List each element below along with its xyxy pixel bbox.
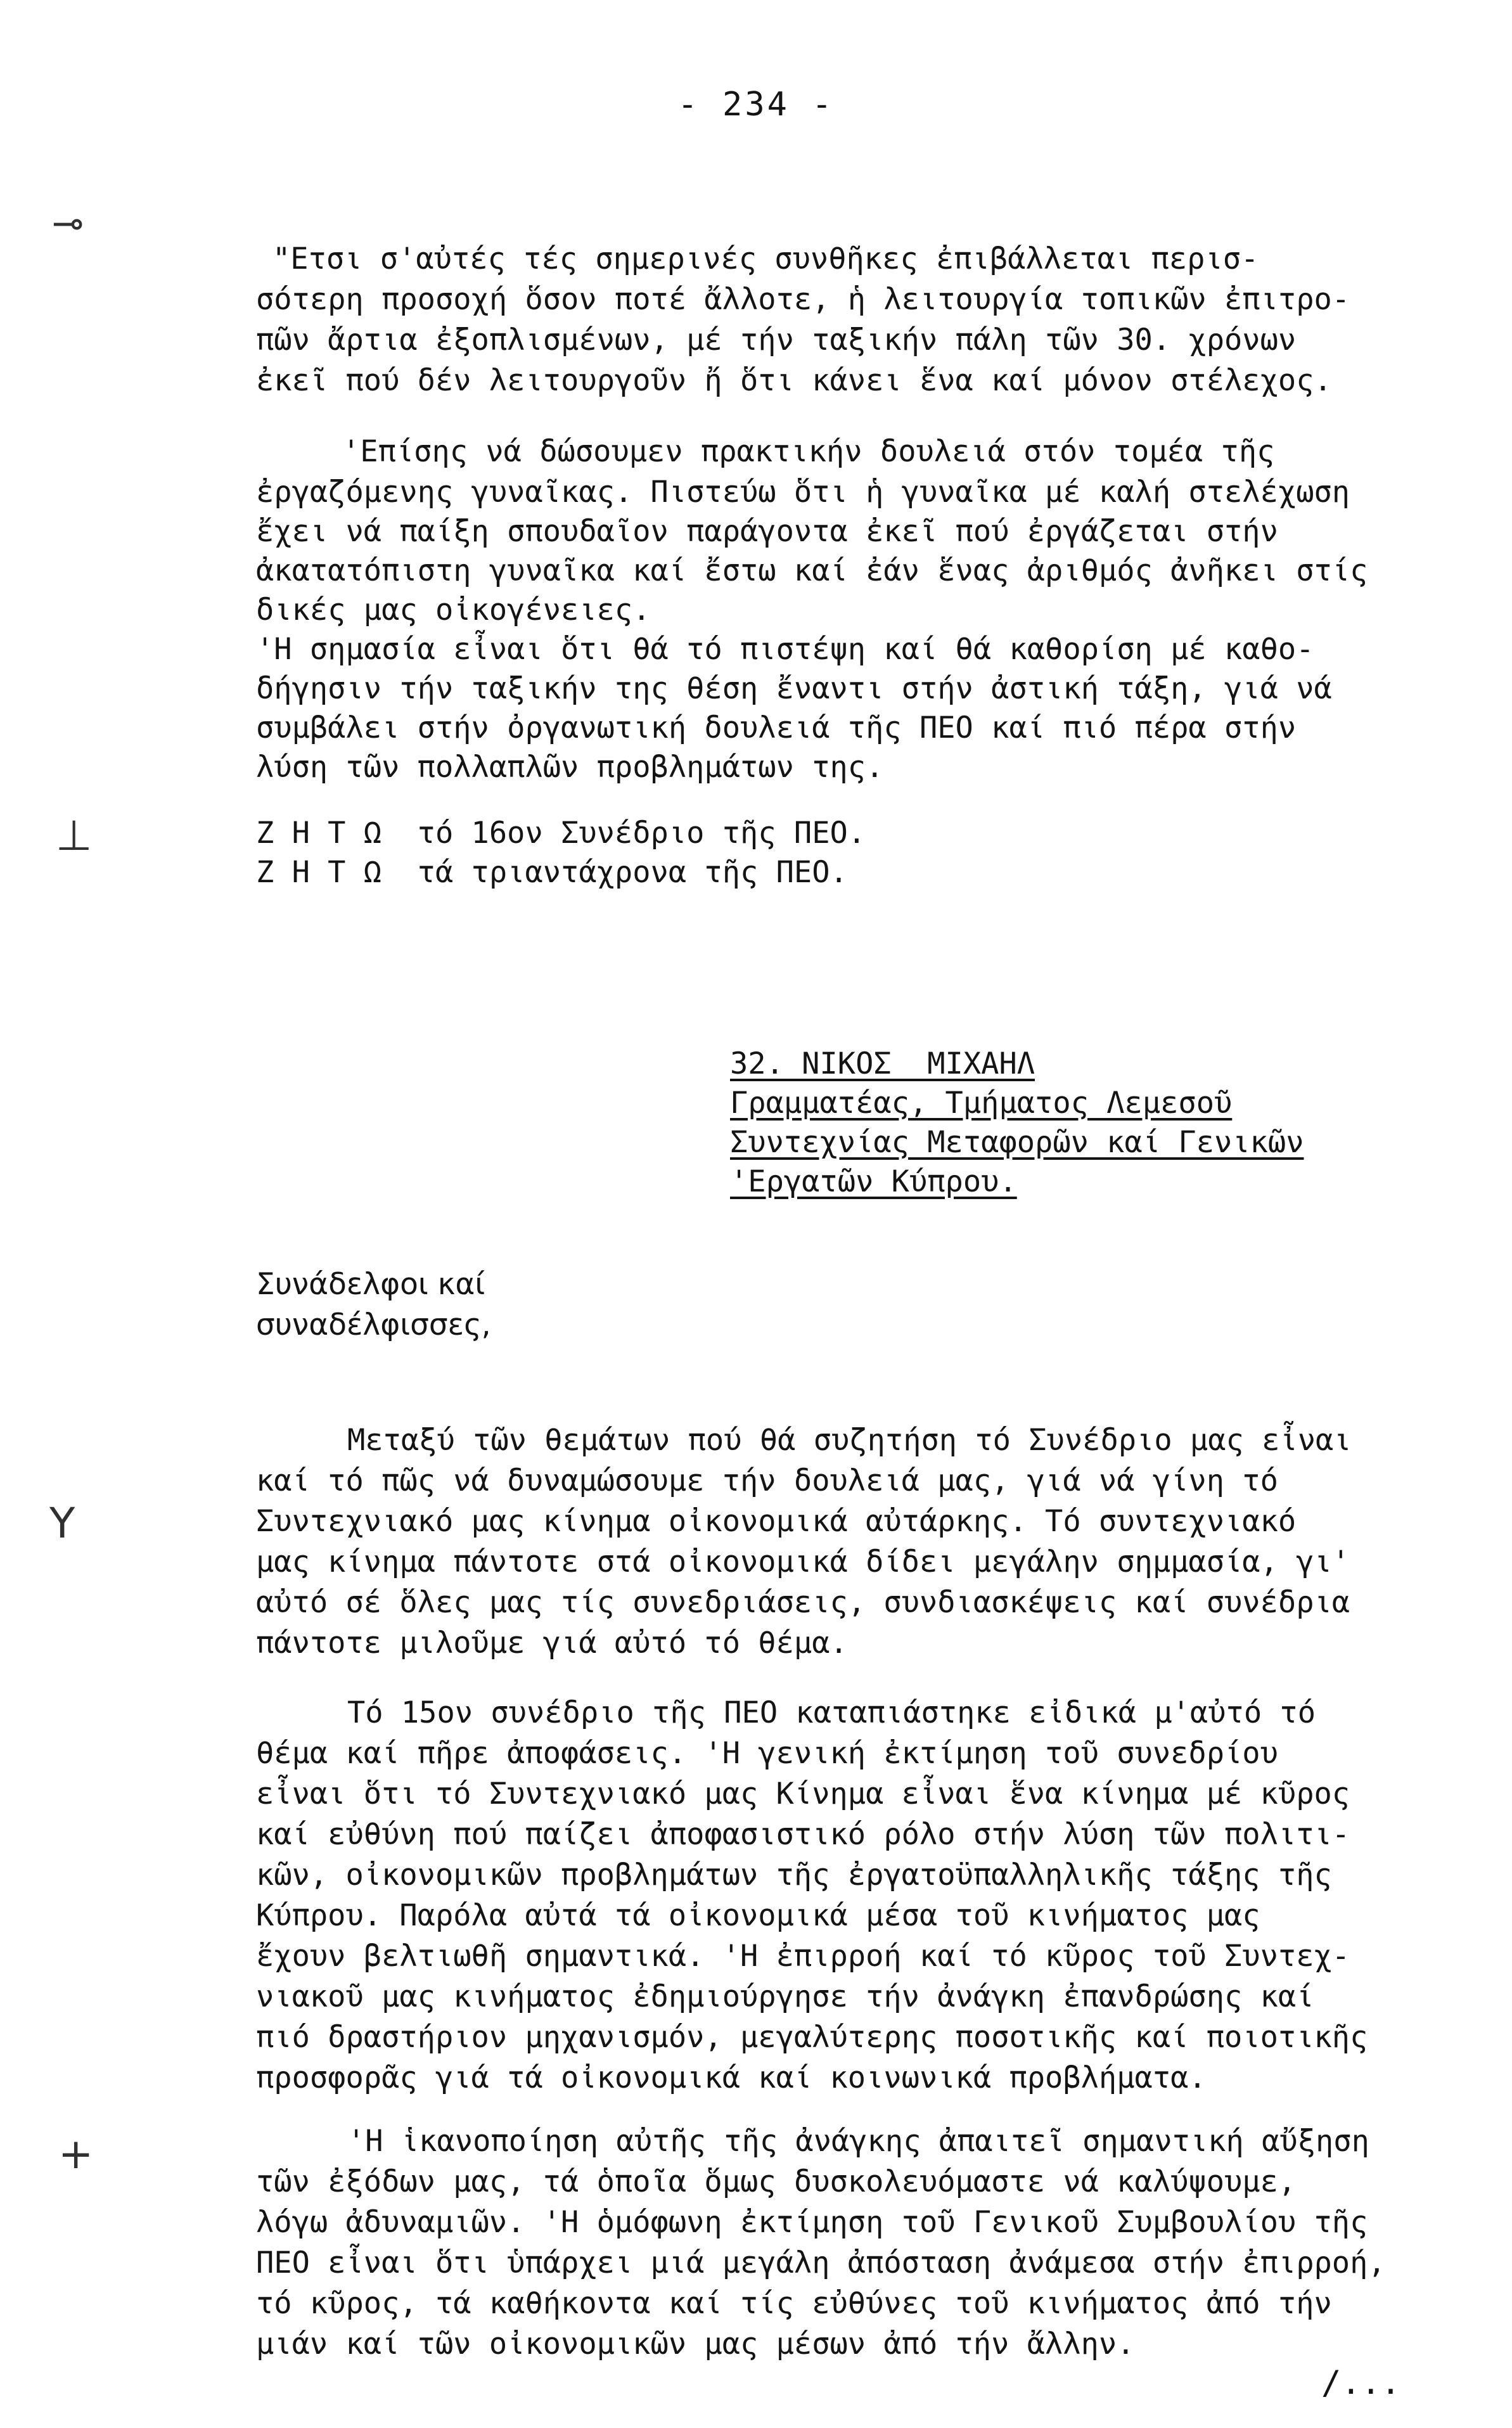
text-line: Κύπρου. Παρόλα αὐτά τά οἰκονομικά μέσα τοῦ κινήματος μας (256, 1898, 1260, 1933)
text-line: ΠΕΟ εἶναι ὅτι ὑπάρχει μιά μεγάλη ἀπόσταση ἀνάμεσα στήν ἐπιρροή, (256, 2245, 1386, 2280)
text-line: ἐκεῖ πού δέν λειτουργοῦν ἤ ὅτι κάνει ἕνα καί μόνον στέλεχος. (256, 363, 1332, 398)
text-line: 'Η ἱκανοποίηση αὐτῆς τῆς ἀνάγκης ἀπαιτεῖ σημαντική αὔξηση (347, 2124, 1369, 2159)
text-line: δήγησιν τήν ταξικήν της θέση ἔναντι στήν ἀστική τάξη, γιά νά (256, 671, 1332, 706)
text-line: Μεταξύ τῶν θεμάτων πού θά συζητήση τό Συνέδριο μας εἶναι (347, 1423, 1352, 1458)
text-line: εἶναι ὅτι τό Συντεχνιακό μας Κίνημα εἶναι ἕνα κίνημα μέ κῦρος (256, 1776, 1350, 1811)
slogan-line: Ζ Η Τ Ω τό 16ον Συνέδριο τῆς ΠΕΟ. (256, 816, 866, 851)
text-line: πάντοτε μιλοῦμε γιά αὐτό τό θέμα. (256, 1626, 848, 1660)
text-line: 'Η σημασία εἶναι ὅτι θά τό πιστέψη καί θά καθορίση μέ καθο- (256, 632, 1314, 667)
text-line: πιό δραστήριον μηχανισμόν, μεγαλύτερης ποσοτικῆς καί ποιοτικῆς (256, 2020, 1368, 2055)
text-line: συμβάλει στήν ὀργανωτική δουλειά τῆς ΠΕΟ καί πιό πέρα στήν (256, 710, 1297, 745)
page-number: - 234 - (677, 86, 835, 124)
text-line: λόγω ἀδυναμιῶν. 'Η ὁμόφωνη ἐκτίμηση τοῦ Γενικοῦ Συμβουλίου τῆς (256, 2205, 1368, 2240)
text-line: κῶν, οἰκονομικῶν προβλημάτων τῆς ἐργατοϋπαλληλικῆς τάξης τῆς (256, 1858, 1332, 1892)
text-line: Συντεχνιακό μας κίνημα οἰκονομικά αὐτάρκης. Τό συντεχνιακό (256, 1504, 1297, 1539)
text-line: τῶν ἐξόδων μας, τά ὁποῖα ὅμως δυσκολευόμαστε νά καλύψουμε, (256, 2164, 1297, 2199)
text-line: ἔχουν βελτιωθῆ σημαντικά. 'Η ἐπιρροή καί τό κῦρος τοῦ Συντεχ- (256, 1939, 1350, 1974)
text-line: 'Επίσης νά δώσουμεν πρακτικήν δουλειά στόν τομέα τῆς (342, 434, 1275, 469)
continuation-mark: /... (1321, 2364, 1401, 2402)
speaker-union: 'Εργατῶν Κύπρου. (730, 1164, 1017, 1199)
text-line: θέμα καί πῆρε ἀποφάσεις. 'Η γενική ἐκτίμηση τοῦ συνεδρίου (256, 1736, 1278, 1771)
text-line: ἐργαζόμενης γυναῖκας. Πιστεύω ὅτι ἡ γυναῖκα μέ καλή στελέχωση (256, 475, 1350, 510)
text-line: ἔχει νά παίξη σπουδαῖον παράγοντα ἐκεῖ πού ἐργάζεται στήν (256, 514, 1278, 549)
text-line: ἀκατατόπιστη γυναῖκα καί ἔστω καί ἐάν ἕνας ἀριθμός ἀνῆκει στίς (256, 553, 1368, 588)
text-line: Τό 15ον συνέδριο τῆς ΠΕΟ καταπιάστηκε εἰδικά μ'αὐτό τό (347, 1695, 1316, 1730)
text-line: μιάν καί τῶν οἰκονομικῶν μας μέσων ἀπό τήν ἄλλην. (256, 2327, 1135, 2361)
text-line: πῶν ἄρτια ἐξοπλισμένων, μέ τήν ταξικήν πάλη τῶν 30. χρόνων (256, 323, 1297, 357)
text-line: καί τό πῶς νά δυναμώσουμε τήν δουλειά μας, γιά νά γίνη τό (256, 1463, 1278, 1498)
margin-pencil-mark: + (58, 2129, 94, 2178)
slogan-line: Ζ Η Τ Ω τά τριαντάχρονα τῆς ΠΕΟ. (256, 855, 848, 890)
text-line: μας κίνημα πάντοτε στά οἰκονομικά δίδει μεγάλην σημμασία, γι' (256, 1545, 1350, 1579)
text-line: καί εὐθύνη πού παίζει ἀποφασιστικό ρόλο στήν λύση τῶν πολιτι- (256, 1817, 1350, 1852)
text-line: τό κῦρος, τά καθήκοντα καί τίς εὐθύνες τοῦ κινήματος ἀπό τήν (256, 2286, 1332, 2321)
margin-pencil-mark: Y (49, 1499, 75, 1548)
margin-pencil-mark: ⊸ (52, 202, 84, 246)
text-line: προσφορᾶς γιά τά οἰκονομικά καί κοινωνικά προβλήματα. (256, 2060, 1207, 2095)
speaker-name: 32. ΝΙΚΟΣ ΜΙΧΑΗΛ (730, 1046, 1035, 1081)
speaker-union: Συντεχνίας Μεταφορῶν καί Γενικῶν (730, 1125, 1304, 1160)
text-line: σότερη προσοχή ὅσον ποτέ ἄλλοτε, ἡ λειτουργία τοπικῶν ἐπιτρο- (256, 282, 1350, 317)
text-line: δικές μας οἰκογένειες. (256, 593, 651, 627)
text-line: λύση τῶν πολλαπλῶν προβλημάτων της. (256, 750, 884, 785)
text-line: "Ετσι σ'αὐτές τές σημερινές συνθῆκες ἐπιβάλλεται περισ- (272, 241, 1259, 276)
salutation-line: συναδέλφισσες, (256, 1307, 491, 1342)
salutation-line: Συνάδελφοι καί (256, 1267, 485, 1302)
text-line: νιακοῦ μας κινήματος ἐδημιούργησε τήν ἀνάγκη ἐπανδρώσης καί (256, 1979, 1314, 2014)
text-line: αὐτό σέ ὅλες μας τίς συνεδριάσεις, συνδιασκέψεις καί συνέδρια (256, 1585, 1350, 1620)
speaker-title: Γραμματέας, Τμήματος Λεμεσοῦ (730, 1086, 1233, 1121)
margin-pencil-mark: ⊥ (56, 811, 93, 860)
